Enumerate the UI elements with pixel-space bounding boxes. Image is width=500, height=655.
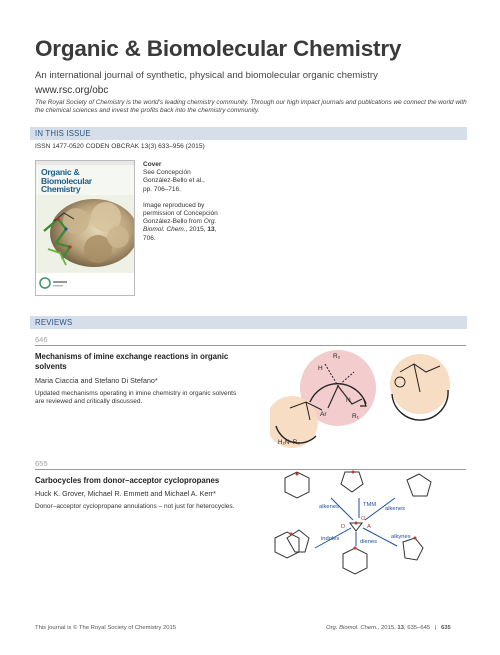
cyclopropane-scheme-graphic (265, 468, 465, 588)
footer-citation (326, 625, 451, 631)
graphic-2-tmm: TMM (363, 502, 377, 508)
cover-credit-text: Image reproduced by permission of Concepción González-Bello from (143, 201, 218, 226)
graphic-2-donor: D (341, 524, 346, 530)
footer-page-number: 635 (440, 625, 451, 631)
footer-volume: 13 (397, 625, 404, 631)
reviews-bar (30, 316, 467, 329)
graphic-1-highlight-orange-right (390, 354, 450, 414)
journal-blurb: The Royal Society of Chemistry is the world’s leading chemistry community. Through our high impact journals and publications we connect the world with the chemical sciences and invest the profits back into the chemistry community. (35, 99, 467, 115)
graphic-2-alkynes: alkynes (391, 534, 411, 540)
cover-see-line[interactable]: See Concepción González-Bello et al., (143, 169, 205, 185)
cover-credit-journal: Org. Biomol. Chem. (143, 218, 217, 234)
article-2-description: Donor–acceptor cyclopropane annulations – not just for heterocycles. (35, 503, 235, 510)
article-2-authors: Huck K. Grover, Michael R. Emmett and Michael A. Kerr* (35, 489, 216, 498)
graphic-2-dienes: dienes (360, 539, 378, 545)
cover-logo-line-2: Biomolecular (41, 175, 92, 186)
in-this-issue-heading: IN THIS ISSUE (35, 129, 91, 138)
footer-journal: Org. Biomol. Chem. (326, 625, 378, 631)
graphic-1-ar: Ar (320, 411, 327, 418)
journal-title: Organic & Biomolecular Chemistry (35, 36, 402, 61)
graphic-1-r1: R₁ (352, 413, 359, 420)
imine-exchange-graphic (270, 344, 460, 454)
cover-credit-volume: 13 (207, 226, 215, 234)
reviews-heading: REVIEWS (35, 318, 73, 327)
graphic-2-acceptor: A (367, 524, 371, 530)
cover-logo-line-1: Organic & (41, 167, 80, 177)
article-2-page: 655 (35, 459, 48, 468)
footer-separator: | (434, 625, 437, 631)
cover-credit-page: , 706. (143, 226, 217, 242)
graphic-1-h: H (318, 365, 323, 372)
article-1-title[interactable]: Mechanisms of imine exchange reactions in organic solvents (35, 352, 229, 371)
cover-logo-line-3: Chemistry (41, 184, 81, 195)
article-2-title[interactable]: Carbocycles from donor–acceptor cyclopropanes (35, 476, 220, 485)
cover-credit (143, 202, 221, 243)
in-this-issue-bar (30, 127, 467, 140)
cover-label: Cover (143, 161, 162, 168)
cover-image[interactable] (35, 160, 135, 296)
cover-artwork (36, 161, 135, 296)
graphic-2-oxygen: O (361, 516, 366, 522)
article-1-description: Updated mechanisms operating in imine chemistry in organic solvents are reviewed and critically discussed. (35, 390, 237, 406)
graphic-2-alkenes-right: alkenes (385, 506, 405, 512)
footer-copyright: This journal is © The Royal Society of Chemistry 2015 (35, 625, 177, 631)
issn-line: ISSN 1477-0520 CODEN OBCRAK 13(3) 633–956 (2015) (35, 143, 205, 150)
cover-gap (143, 194, 221, 202)
graphic-1-n: N (346, 397, 351, 404)
footer-year: , 2015, (377, 625, 398, 631)
cover-credit-year: , 2015, (185, 226, 206, 234)
footer-pages: , 635–645 (403, 625, 431, 631)
journal-url[interactable]: www.rsc.org/obc (35, 85, 109, 96)
graphic-1-h2n: H₂N–R₃ (278, 439, 300, 446)
journal-subtitle: An international journal of synthetic, physical and biomolecular organic chemistry (35, 70, 378, 81)
article-1-authors: Maria Ciaccia and Stefano Di Stefano* (35, 376, 158, 385)
graphic-2-indoles: indoles (321, 536, 340, 542)
cover-description (143, 161, 221, 243)
graphic-1-r2: R₂ (333, 353, 341, 360)
cover-pages: pp. 706–716. (143, 185, 181, 193)
graphic-2-alkenes-left: alkenes (319, 504, 339, 510)
article-1-page: 646 (35, 335, 48, 344)
